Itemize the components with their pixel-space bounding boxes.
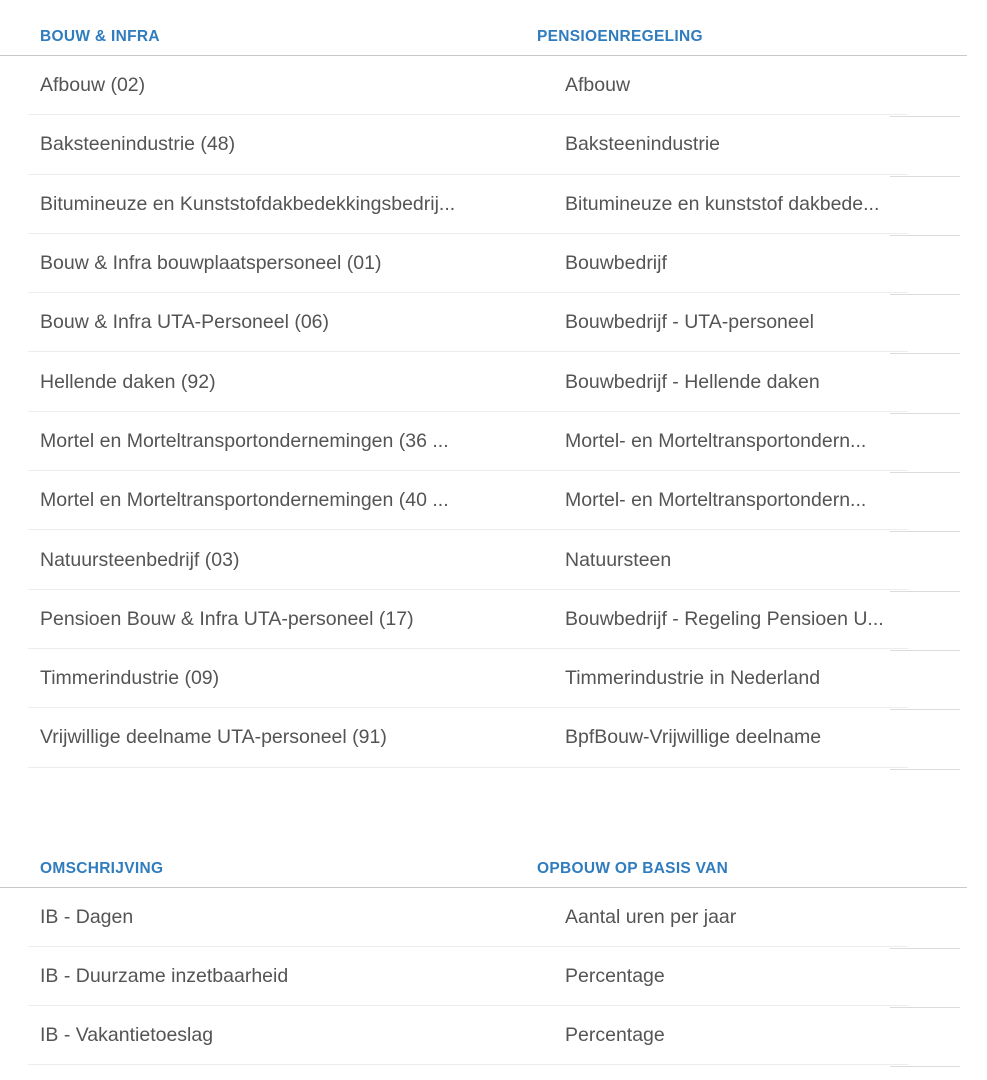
cell-omschrijving: IB - Vakantietoeslag <box>40 1024 214 1046</box>
table-row[interactable] <box>28 649 908 708</box>
cell-pensioenregeling: Mortel- en Morteltransportondern... <box>565 489 867 512</box>
table-row[interactable] <box>28 947 908 1006</box>
table-row[interactable] <box>28 471 908 530</box>
table-row[interactable] <box>28 412 908 471</box>
cell-bouw-infra: Pensioen Bouw & Infra UTA-personeel (17) <box>40 607 414 630</box>
table-row[interactable] <box>28 115 908 174</box>
cell-pensioenregeling: Timmerindustrie in Nederland <box>565 667 821 690</box>
table-header-row <box>0 858 967 888</box>
cell-pensioenregeling: Natuursteen <box>565 548 672 571</box>
column-header-bouw-infra[interactable]: BOUW & INFRA <box>40 28 160 45</box>
table-row[interactable] <box>28 234 908 293</box>
cell-pensioenregeling: Afbouw <box>565 74 631 97</box>
cell-bouw-infra: Vrijwillige deelname UTA-personeel (91) <box>40 726 387 749</box>
cell-bouw-infra: Natuursteenbedrijf (03) <box>40 548 240 571</box>
table-body <box>0 56 987 768</box>
cell-pensioenregeling: Baksteenindustrie <box>565 133 721 156</box>
table-row[interactable] <box>28 708 908 767</box>
cell-bouw-infra: Timmerindustrie (09) <box>40 667 220 690</box>
cell-omschrijving: IB - Dagen <box>40 906 134 928</box>
table-row[interactable] <box>28 1006 908 1065</box>
table-row[interactable] <box>28 888 908 947</box>
cell-pensioenregeling: Bouwbedrijf - UTA-personeel <box>565 311 814 334</box>
table-row[interactable] <box>28 56 908 115</box>
cell-bouw-infra: Mortel en Morteltransportondernemingen (36 ... <box>40 429 449 452</box>
table-row[interactable] <box>28 352 908 411</box>
table-row[interactable] <box>28 175 908 234</box>
cell-pensioenregeling: Bouwbedrijf - Regeling Pensioen U... <box>565 607 884 630</box>
column-header-pensioenregeling[interactable]: PENSIOENREGELING <box>537 28 703 45</box>
column-header-opbouw-op-basis-van[interactable]: OPBOUW OP BASIS VAN <box>537 860 729 877</box>
cell-bouw-infra: Mortel en Morteltransportondernemingen (40 ... <box>40 489 449 512</box>
cell-bouw-infra: Bouw & Infra UTA-Personeel (06) <box>40 311 330 334</box>
cell-bouw-infra: Hellende daken (92) <box>40 370 216 393</box>
cell-opbouw-op-basis-van: Percentage <box>565 965 665 987</box>
table-body <box>0 888 987 1065</box>
opbouw-basis-table <box>0 858 987 1065</box>
cell-opbouw-op-basis-van: Aantal uren per jaar <box>565 906 737 928</box>
cell-pensioenregeling: BpfBouw-Vrijwillige deelname <box>565 726 822 749</box>
cell-bouw-infra: Bitumineuze en Kunststofdakbedekkingsbedrij... <box>40 192 456 215</box>
cell-bouw-infra: Afbouw (02) <box>40 74 146 97</box>
cell-pensioenregeling: Bitumineuze en kunststof dakbede... <box>565 192 880 215</box>
cell-opbouw-op-basis-van: Percentage <box>565 1024 665 1046</box>
table-header-row <box>0 26 967 56</box>
cell-pensioenregeling: Bouwbedrijf - Hellende daken <box>565 370 820 393</box>
column-header-omschrijving[interactable]: OMSCHRIJVING <box>40 860 164 877</box>
table-row[interactable] <box>28 590 908 649</box>
cell-bouw-infra: Bouw & Infra bouwplaatspersoneel (01) <box>40 252 382 275</box>
cell-pensioenregeling: Mortel- en Morteltransportondern... <box>565 429 867 452</box>
cell-omschrijving: IB - Duurzame inzetbaarheid <box>40 965 289 987</box>
table-row[interactable] <box>28 293 908 352</box>
cell-bouw-infra: Baksteenindustrie (48) <box>40 133 236 156</box>
cell-pensioenregeling: Bouwbedrijf <box>565 252 667 275</box>
pensioenregeling-mapping-table <box>0 26 987 768</box>
table-row[interactable] <box>28 530 908 589</box>
